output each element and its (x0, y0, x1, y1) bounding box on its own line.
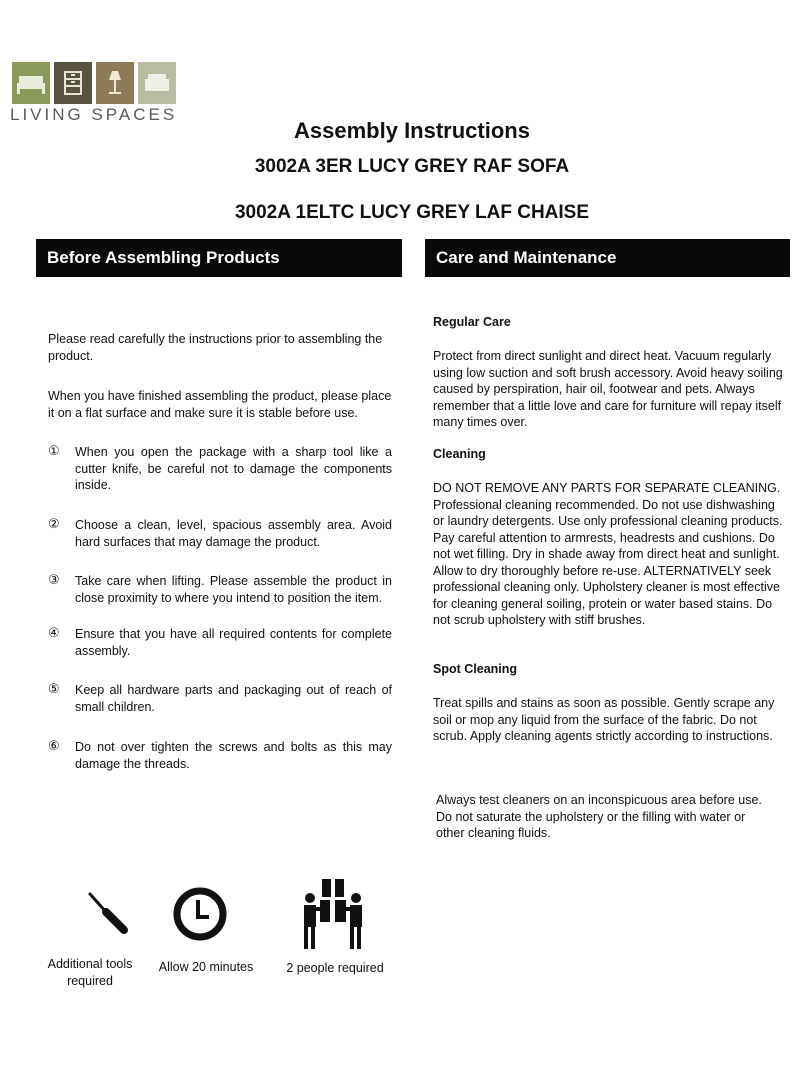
time-label: Allow 20 minutes (158, 960, 254, 974)
intro-paragraph-2: When you have finished assembling the product, please place it on a flat surface and make sure it is stable before use. (48, 389, 392, 420)
step-text: Take care when lifting. Please assemble the product in close proximity to where you intend to position the item. (75, 574, 392, 605)
step-text: Keep all hardware parts and packaging out of reach of small children. (75, 683, 392, 714)
product-name-2: 3002A 1ELTC LUCY GREY LAF CHAISE (234, 202, 590, 223)
armchair-icon (138, 62, 176, 104)
step-number: ⑤ (48, 682, 60, 697)
cleaning-heading: Cleaning (433, 447, 486, 461)
step-text: Ensure that you have all required contents for complete assembly. (75, 627, 392, 658)
before-assembling-header: Before Assembling Products (36, 239, 402, 277)
product-name-1: 3002A 3ER LUCY GREY RAF SOFA (254, 156, 570, 177)
clock-icon (170, 884, 230, 944)
intro-paragraph-1: Please read carefully the instructions prior to assembling the product. (48, 332, 383, 363)
care-maintenance-header: Care and Maintenance (425, 239, 790, 277)
two-people-icon (300, 876, 366, 952)
cleaning-text: DO NOT REMOVE ANY PARTS FOR SEPARATE CLEANING. Professional cleaning recommended. Do not use dishwashing or laundry detergents. Use only professional cleaning products. Pay careful attention to armrests, headrests and cushions. Do not wet filling. Dry in shade away from direct heat and sunlight. Allow to dry thoroughly before re-use. ALTERNATIVELY seek professional cleaning only. Upholstery cleaner is most effective for cleaning general soiling, protein or water based stains. Do not scrub upholstery with stiff brushes. (433, 481, 783, 627)
step-text: Do not over tighten the screws and bolts as this may damage the threads. (75, 740, 392, 771)
brand-logo (10, 62, 180, 124)
step-number: ⑥ (48, 739, 60, 754)
cleaning-note: Always test cleaners on an inconspicuous area before use. Do not saturate the upholstery or the filling with water or other cleaning fluids. (436, 793, 762, 840)
step-text: When you open the package with a sharp tool like a cutter knife, be careful not to damage the components inside. (75, 445, 392, 492)
people-label: 2 people required (286, 961, 384, 975)
spot-cleaning-heading: Spot Cleaning (433, 662, 518, 676)
bed-icon (12, 62, 50, 104)
step-number: ① (48, 444, 60, 459)
step-text: Choose a clean, level, spacious assembly area. Avoid hard surfaces that may damage the product. (75, 518, 392, 549)
logo-text: LIVING SPACES (10, 105, 178, 124)
spot-cleaning-text: Treat spills and stains as soon as possible. Gently scrape any soil or mop any liquid from the surface of the fabric. Do not scrub. Apply cleaning agents strictly according to instructions. (433, 696, 775, 743)
tools-label: Additional tools required (47, 957, 133, 988)
step-number: ④ (48, 626, 60, 641)
regular-care-heading: Regular Care (433, 315, 511, 329)
dresser-icon (54, 62, 92, 104)
page-title: Assembly Instructions (294, 118, 530, 143)
regular-care-text: Protect from direct sunlight and direct heat. Vacuum regularly using low suction and soft brush accessory. Avoid heavy soiling caused by perspiration, hair oil, footwear and pets. Always remember that a little love and care for furniture will repay itself many times over. (433, 349, 783, 429)
step-number: ③ (48, 573, 60, 588)
screwdriver-icon (84, 890, 132, 938)
step-number: ② (48, 517, 60, 532)
lamp-icon (96, 62, 134, 104)
